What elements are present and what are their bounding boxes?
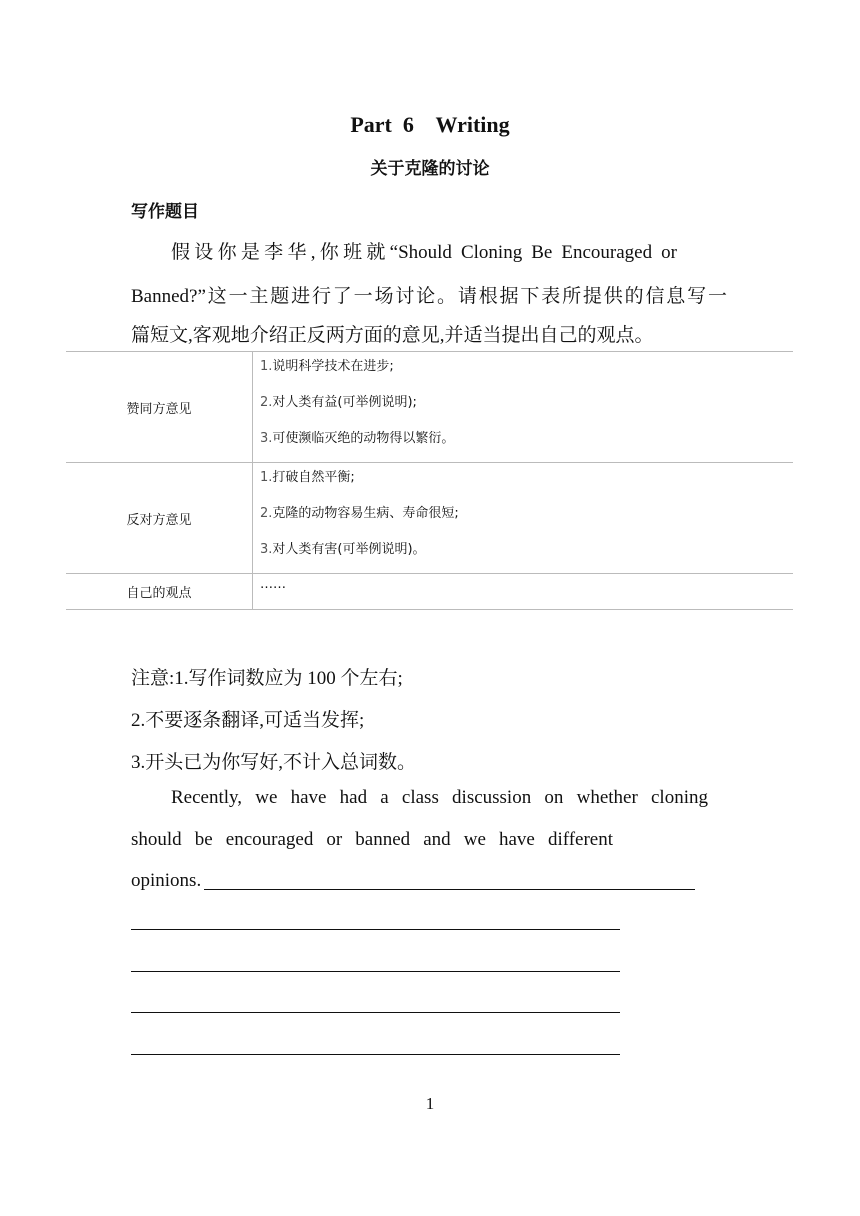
table-row-pro xyxy=(66,352,793,463)
essay-line-1: Recently, we have had a class discussion on whether cloning xyxy=(171,787,708,808)
list-item: 1.打破自然平衡; xyxy=(260,470,355,485)
answer-line[interactable] xyxy=(131,1054,620,1055)
answer-line[interactable] xyxy=(131,971,620,972)
table-row-con xyxy=(66,463,793,574)
answer-line[interactable] xyxy=(131,1012,620,1013)
row-label-pro: 赞同方意见 xyxy=(66,352,253,463)
note-line-2: 2.不要逐条翻译,可适当发挥; xyxy=(131,710,365,731)
row-label-own: 自己的观点 xyxy=(66,574,253,610)
section-heading: 写作题目 xyxy=(131,202,199,222)
prompt-line-1: 假设你是李华,你班就“Should Cloning Be Encouraged or xyxy=(171,242,677,263)
list-item: 3.对人类有害(可举例说明)。 xyxy=(260,542,426,557)
page-subtitle: 关于克隆的讨论 xyxy=(370,159,490,179)
page-number: 1 xyxy=(425,1094,435,1113)
own-view-placeholder: …… xyxy=(253,574,794,610)
essay-line-3: opinions. xyxy=(131,870,202,891)
list-item: 2.克隆的动物容易生病、寿命很短; xyxy=(260,506,459,521)
prompt-line-2: Banned?”这一主题进行了一场讨论。请根据下表所提供的信息写一 xyxy=(131,286,727,307)
opinion-table xyxy=(66,351,793,610)
page-title: Part 6 Writing xyxy=(350,112,510,137)
essay-line-2: should be encouraged or banned and we have different xyxy=(131,829,613,850)
list-item: 2.对人类有益(可举例说明); xyxy=(260,395,417,410)
table-row-own xyxy=(66,574,793,610)
note-line-1: 注意:1.写作词数应为 100 个左右; xyxy=(131,668,403,689)
list-item: 3.可使濒临灭绝的动物得以繁衍。 xyxy=(260,431,455,446)
answer-line[interactable] xyxy=(131,929,620,930)
note-line-3: 3.开头已为你写好,不计入总词数。 xyxy=(131,752,417,773)
row-label-con: 反对方意见 xyxy=(66,463,253,574)
list-item: 1.说明科学技术在进步; xyxy=(260,359,394,374)
prompt-line-3: 篇短文,客观地介绍正反两方面的意见,并适当提出自己的观点。 xyxy=(131,325,654,346)
answer-line[interactable] xyxy=(204,889,695,890)
